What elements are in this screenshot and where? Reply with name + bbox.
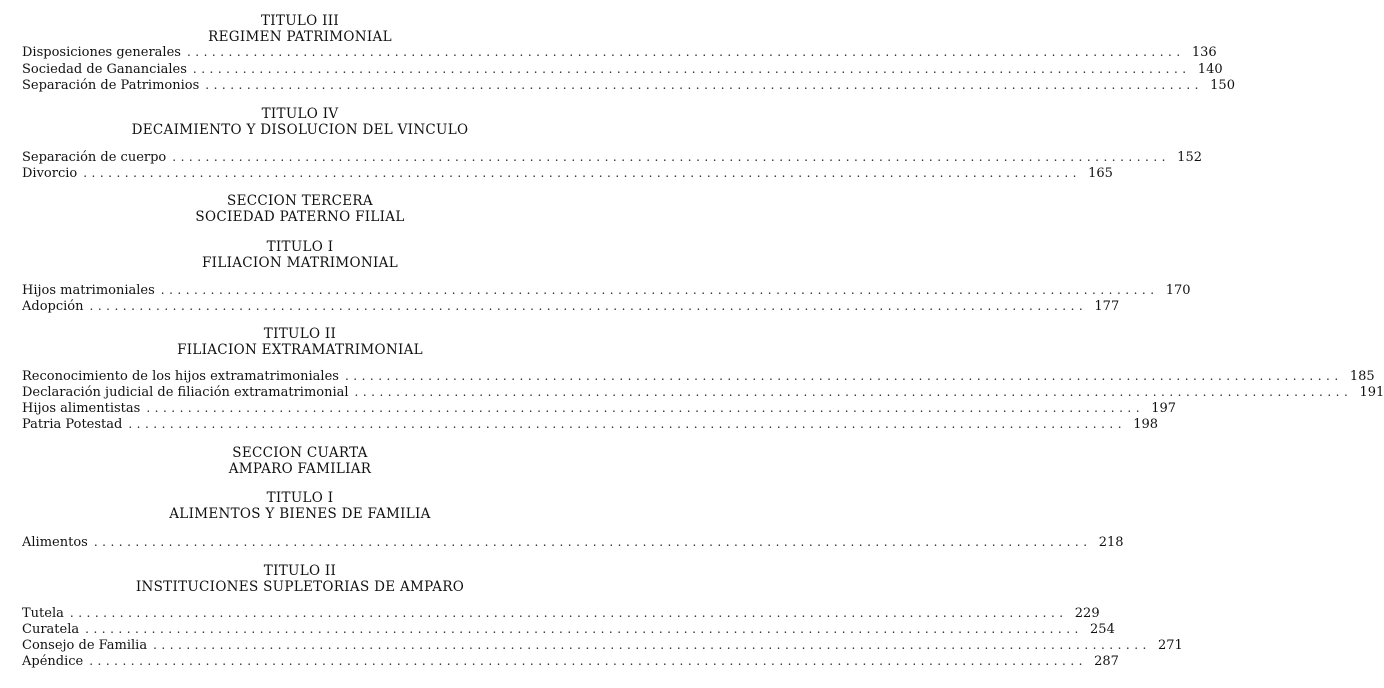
toc-entry	[22, 61, 1223, 77]
entry-label: Alimentos	[22, 535, 88, 550]
toc-entry	[22, 400, 1177, 416]
dot-leader: ........................................................................................................................	[354, 385, 1353, 399]
entry-page: 136	[1191, 45, 1217, 60]
dot-leader: ........................................................................................................................	[344, 369, 1343, 383]
dot-leader: ........................................................................................................................	[128, 417, 1127, 431]
entry-label: Hijos matrimoniales	[22, 283, 155, 298]
entry-label: Consejo de Familia	[22, 638, 148, 653]
dot-leader: ........................................................................................................................	[153, 638, 1151, 652]
entry-label: Sociedad de Gananciales	[22, 62, 187, 77]
toc-entry	[22, 384, 1384, 400]
entry-label: Patria Potestad	[22, 417, 123, 432]
entry-label: Reconocimiento de los hijos extramatrimoniales	[22, 369, 339, 384]
toc-entry	[22, 653, 1119, 669]
toc-entry	[22, 282, 1191, 298]
title-number: TITULO I	[266, 490, 334, 506]
entry-label: Separación de cuerpo	[22, 150, 167, 165]
entry-label: Hijos alimentistas	[22, 401, 141, 416]
title-name: ALIMENTOS Y BIENES DE FAMILIA	[169, 506, 431, 522]
toc-entry	[22, 77, 1235, 93]
entry-page: 198	[1133, 417, 1159, 432]
dot-leader: ........................................................................................................................	[160, 283, 1159, 297]
title-name: DECAIMIENTO Y DISOLUCION DEL VINCULO	[131, 122, 469, 138]
entry-label: Apéndice	[22, 654, 84, 669]
toc-entry	[22, 621, 1115, 637]
toc-entry	[22, 416, 1159, 432]
title-name: FILIACION EXTRAMATRIMONIAL	[177, 342, 423, 358]
title-name: INSTITUCIONES SUPLETORIAS DE AMPARO	[135, 579, 465, 595]
entry-label: Curatela	[22, 622, 80, 637]
dot-leader: ........................................................................................................................	[146, 401, 1145, 415]
entry-page: 165	[1088, 166, 1113, 181]
toc-entry	[22, 149, 1202, 165]
title-number: TITULO III	[260, 13, 340, 29]
toc-entry	[22, 44, 1217, 60]
dot-leader: ........................................................................................................................	[205, 78, 1203, 92]
dot-leader: ........................................................................................................................	[93, 535, 1092, 549]
title-name: REGIMEN PATRIMONIAL	[208, 29, 392, 45]
title-number: TITULO I	[266, 239, 334, 255]
dot-leader: ........................................................................................................................	[172, 150, 1170, 164]
entry-label: Adopción	[22, 299, 84, 314]
title-number: TITULO II	[263, 563, 337, 579]
entry-page: 287	[1094, 654, 1119, 669]
toc-entry	[22, 368, 1375, 384]
title-number: TITULO IV	[261, 106, 339, 122]
entry-label: Declaración judicial de filiación extramatrimonial	[22, 385, 349, 400]
entry-label: Separación de Patrimonios	[22, 78, 200, 93]
entry-label: Disposiciones generales	[22, 45, 181, 60]
title-name: FILIACION MATRIMONIAL	[202, 255, 398, 271]
dot-leader: ........................................................................................................................	[89, 299, 1088, 313]
entry-page: 152	[1177, 150, 1202, 165]
toc-entry	[22, 298, 1120, 314]
entry-page: 191	[1359, 385, 1384, 400]
section-number: SECCION TERCERA	[227, 193, 373, 209]
toc-entry	[22, 534, 1124, 550]
dot-leader: ........................................................................................................................	[192, 62, 1191, 76]
section-name: SOCIEDAD PATERNO FILIAL	[195, 209, 405, 225]
section-number: SECCION CUARTA	[232, 445, 368, 461]
entry-page: 229	[1074, 606, 1100, 621]
dot-leader: ........................................................................................................................	[69, 606, 1068, 620]
entry-page: 271	[1158, 638, 1183, 653]
dot-leader: ........................................................................................................................	[89, 654, 1087, 668]
toc-entry	[22, 165, 1113, 181]
toc-entry	[22, 605, 1100, 621]
entry-label: Tutela	[22, 606, 64, 621]
entry-page: 177	[1094, 299, 1120, 314]
toc-entry	[22, 637, 1183, 653]
entry-label: Divorcio	[22, 166, 78, 181]
entry-page: 140	[1197, 62, 1223, 77]
title-number: TITULO II	[263, 326, 337, 342]
section-name: AMPARO FAMILIAR	[228, 461, 372, 477]
entry-page: 197	[1151, 401, 1177, 416]
dot-leader: ........................................................................................................................	[186, 45, 1185, 59]
entry-page: 170	[1165, 283, 1191, 298]
entry-page: 150	[1210, 78, 1235, 93]
dot-leader: ........................................................................................................................	[85, 622, 1083, 636]
entry-page: 185	[1349, 369, 1375, 384]
entry-page: 254	[1090, 622, 1115, 637]
dot-leader: ........................................................................................................................	[83, 166, 1081, 180]
entry-page: 218	[1098, 535, 1124, 550]
